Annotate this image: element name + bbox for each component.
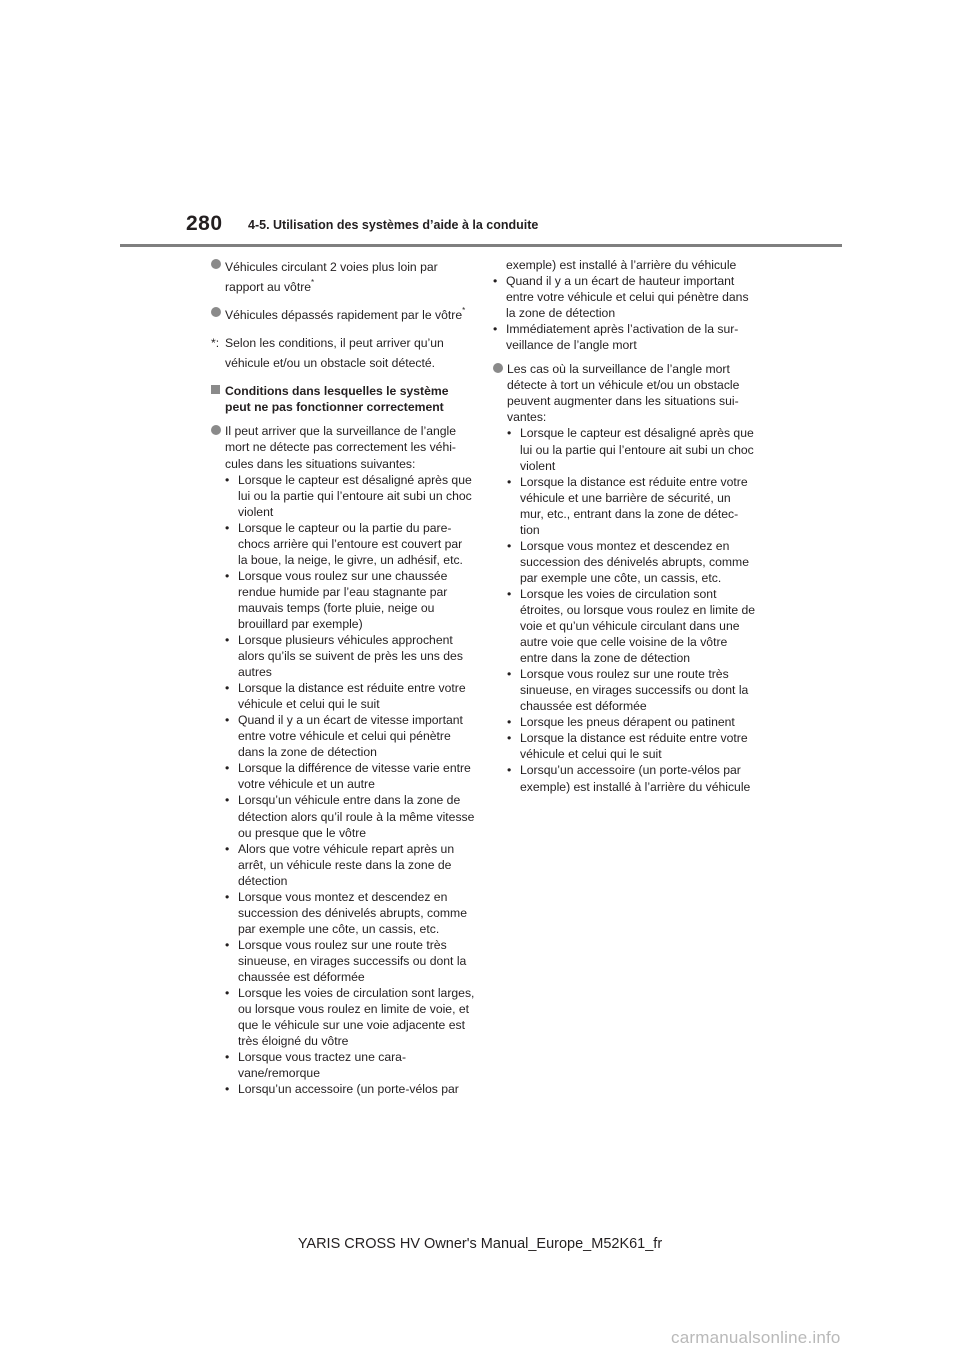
list-item: • Lorsque les voies de circulation sont étroites, ou lorsque vous roulez en limite de voie et qu’un véhicule circulant dans une autre voie que celle voisine de la vôtre entre dans la zone de détection	[507, 586, 757, 666]
list-item: • Lorsque plusieurs véhicules approchent alors qu’ils se suivent de près les uns des autres	[225, 632, 475, 680]
list-item: • Lorsqu’un accessoire (un porte-vélos par exemple) est installé à l’arrière du véhicule	[507, 762, 757, 794]
list-item: • Lorsqu’un véhicule entre dans la zone de détection alors qu’il roule à la même vitesse ou presque que le vôtre	[225, 792, 475, 840]
bullet-text: Véhicules dépassés rapidement par le vôtre	[225, 308, 463, 322]
list-item: • Alors que votre véhicule repart après un arrêt, un véhicule reste dans la zone de détection	[225, 841, 475, 889]
list-item: • Quand il y a un écart de vitesse important entre votre véhicule et celui qui pénètre dans la zone de détection	[225, 712, 475, 760]
list-item: • Lorsque les pneus dérapent ou patinent	[507, 714, 757, 730]
square-marker-icon	[211, 385, 220, 394]
list-item: • Immédiatement après l’activation de la sur-veillance de l’angle mort	[493, 321, 757, 353]
bullet-dot-icon	[211, 307, 221, 317]
bullet-dot-icon	[211, 259, 221, 269]
list-item: • Lorsque vous roulez sur une chaussée rendue humide par l’eau stagnante par mauvais temps (forte pluie, neige ou brouillard par exemple)	[225, 568, 475, 632]
bullet-detection-failure	[211, 423, 475, 1097]
right-column	[493, 257, 757, 803]
list-item: • Lorsque la différence de vitesse varie entre votre véhicule et un autre	[225, 760, 475, 792]
left-column	[211, 257, 475, 1105]
list-item: • Lorsque vous montez et descendez en succession des dénivelés abrupts, comme par exemple une côte, un cassis, etc.	[507, 538, 757, 586]
list-item: • Lorsque le capteur est désaligné après que lui ou la partie qui l’entoure ait subi un choc violent	[225, 472, 475, 520]
bullet-intro: Il peut arriver que la surveillance de l’angle mort ne détecte pas correctement les véhi-cules dans les situations suivantes:	[225, 424, 457, 471]
header-divider	[120, 244, 842, 247]
situation-list	[507, 425, 757, 794]
list-item: • Lorsque la distance est réduite entre votre véhicule et une barrière de sécurité, un mur, etc., entrant dans la zone de détec-tion	[507, 474, 757, 538]
bullet-vehicles-overtaken	[211, 305, 475, 325]
list-item: • Lorsque vous tractez une cara-vane/remorque	[225, 1049, 475, 1081]
manual-footer: YARIS CROSS HV Owner's Manual_Europe_M52K61_fr	[297, 1236, 663, 1252]
list-item: • Lorsque le capteur est désaligné après que lui ou la partie qui l’entoure ait subi un choc violent	[507, 425, 757, 473]
list-item: • Lorsque la distance est réduite entre votre véhicule et celui qui le suit	[507, 730, 757, 762]
list-item: • Lorsque le capteur ou la partie du pare-chocs arrière qui l’entoure est couvert par la boue, la neige, le givre, un adhésif, etc.	[225, 520, 475, 568]
footnote-text: Selon les conditions, il peut arriver qu’un véhicule et/ou un obstacle soit détecté.	[225, 336, 444, 370]
asterisk-mark: *	[462, 306, 466, 315]
list-item: • Lorsque vous roulez sur une route très sinueuse, en virages successifs ou dont la chaussée est déformée	[507, 666, 757, 714]
heading-text: Conditions dans lesquelles le système peut ne pas fonctionner correctement	[225, 384, 449, 415]
list-item: • Lorsqu’un accessoire (un porte-vélos par	[225, 1081, 475, 1097]
section-title: 4-5. Utilisation des systèmes d’aide à la conduite	[248, 218, 539, 232]
list-item: • Lorsque la distance est réduite entre votre véhicule et celui qui le suit	[225, 680, 475, 712]
list-item: • Quand il y a un écart de hauteur important entre votre véhicule et celui qui pénètre dans la zone de détection	[493, 273, 757, 321]
footnote	[211, 333, 475, 373]
bullet-false-detection	[493, 361, 757, 794]
page-number: 280	[186, 212, 223, 235]
asterisk-mark: *	[311, 278, 315, 287]
watermark: carmanualsonline.info	[671, 1328, 841, 1347]
bullet-intro: Les cas où la surveillance de l’angle mort détecte à tort un véhicule et/ou un obstacle peuvent augmenter dans les situations sui-vantes:	[507, 362, 740, 425]
bullet-dot-icon	[211, 425, 221, 435]
list-item: • Lorsque vous roulez sur une route très sinueuse, en virages successifs ou dont la chaussée est déformée	[225, 937, 475, 985]
continued-text: exemple) est installé à l’arrière du véhicule	[506, 258, 737, 272]
bullet-dot-icon	[493, 363, 503, 373]
list-item: • Lorsque vous montez et descendez en succession des dénivelés abrupts, comme par exemple une côte, un cassis, etc.	[225, 889, 475, 937]
list-item: • Lorsque les voies de circulation sont larges, ou lorsque vous roulez en limite de voie, et que le véhicule sur une voie adjacente est très éloigné du vôtre	[225, 985, 475, 1049]
bullet-vehicles-two-lanes	[211, 257, 475, 297]
continued-list	[493, 273, 757, 353]
bullet-text: Véhicules circulant 2 voies plus loin par rapport au vôtre	[225, 260, 438, 294]
footnote-mark: *:	[211, 336, 220, 350]
situation-list	[225, 472, 475, 1098]
subsection-heading	[211, 383, 475, 415]
